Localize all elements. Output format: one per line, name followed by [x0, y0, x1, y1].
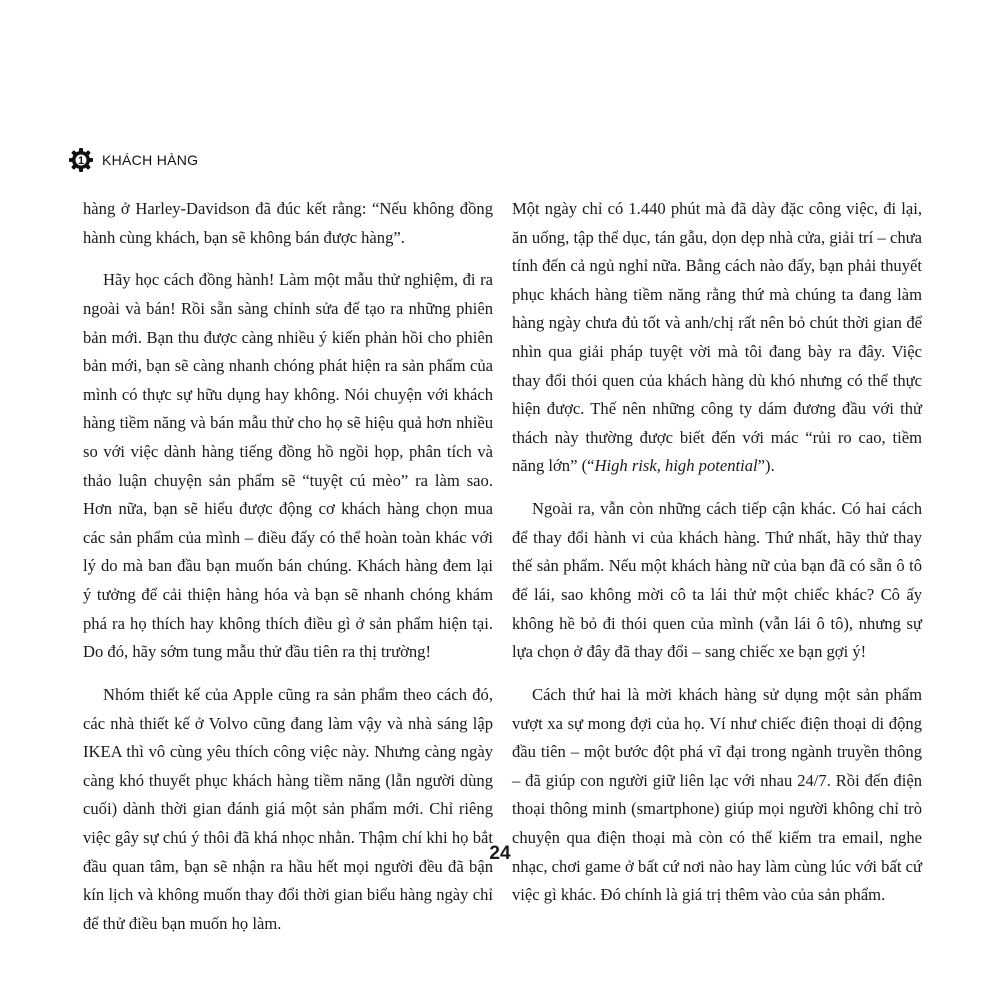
right-column	[512, 195, 922, 924]
paragraph: Hãy học cách đồng hành! Làm một mẫu thử nghiệm, đi ra ngoài và bán! Rồi sẵn sàng chỉnh sửa để tạo ra những phiên bản mới. Bạn thu được càng nhiều ý kiến phản hồi cho phiên bản mới, bạn sẽ càng nhanh chóng phát hiện ra sản phẩm của mình có thực sự hữu dụng hay không. Nói chuyện với khách hàng tiềm năng và bán mẫu thử cho họ sẽ hiệu quả hơn nhiều so với việc dành hàng tiếng đồng hồ ngồi họp, phân tích và thảo luận chuyện sản phẩm sẽ “tuyệt cú mèo” ra làm sao. Hơn nữa, bạn sẽ hiểu được động cơ khách hàng chọn mua các sản phẩm của mình – điều đấy có thể hoàn toàn khác với lý do mà ban đầu bạn muốn bán chúng. Khách hàng đem lại ý tưởng để cải thiện hàng hóa và bạn sẽ nhanh chóng khám phá ra họ thích hay không thích điều gì ở sản phẩm hiện tại. Do đó, hãy sớm tung mẫu thử đầu tiên ra thị trường!	[83, 270, 493, 662]
chapter-title: KHÁCH HÀNG	[102, 152, 199, 168]
paragraph-text: ”).	[757, 456, 775, 476]
left-column	[83, 195, 493, 953]
paragraph: hàng ở Harley-Davidson đã đúc kết rằng: “Nếu không đồng hành cùng khách, bạn sẽ không bán được hàng”.	[83, 199, 493, 247]
paragraph	[512, 195, 922, 481]
gear-badge-icon	[68, 147, 94, 173]
paragraph-text: Một ngày chỉ có 1.440 phút mà đã dày đặc công việc, đi lại, ăn uống, tập thể dục, tán gẫu, dọn dẹp nhà cửa, giải trí – chưa tính đến cả ngủ nghỉ nữa. Bằng cách nào đấy, bạn phải thuyết phục khách hàng tiềm năng rằng thứ mà chúng ta đang làm hàng ngày chưa đủ tốt và anh/chị rất nên bỏ chút thời gian để nhìn qua giải pháp tuyệt vời mà tôi đang bày ra đây. Việc thay đổi thói quen của khách hàng dù khó nhưng có thể thực hiện được. Thế nên những công ty dám đương đầu với thử thách này thường được biết đến với mác “rủi ro cao, tiềm năng lớn” (“	[512, 199, 922, 476]
chapter-number: 1	[77, 155, 85, 168]
paragraph: Nhóm thiết kế của Apple cũng ra sản phẩm theo cách đó, các nhà thiết kế ở Volvo cũng đang làm vậy và nhà sáng lập IKEA thì vô cùng yêu thích công việc này. Nhưng càng ngày càng khó thuyết phục khách hàng tiềm năng (lẫn người dùng cuối) dành thời gian đánh giá một sản phẩm mới. Chỉ riêng việc gây sự chú ý thôi đã khá nhọc nhằn. Thậm chí khi họ bắt đầu quan tâm, bạn sẽ nhận ra hầu hết mọi người đều đã bận kín lịch và không muốn thay đổi thời gian biểu hàng ngày chỉ để thử điều bạn muốn họ làm.	[83, 685, 493, 933]
page-number: 24	[489, 843, 511, 864]
paragraph: Cách thứ hai là mời khách hàng sử dụng một sản phẩm vượt xa sự mong đợi của họ. Ví như chiếc điện thoại di động đầu tiên – một bước đột phá vĩ đại trong ngành truyền thông – đã giúp con người giữ liên lạc với nhau 24/7. Rồi đến điện thoại thông minh (smartphone) giúp mọi người không chỉ trò chuyện qua điện thoại mà còn có thể kiểm tra email, nghe nhạc, chơi game ở bất cứ nơi nào hay làm cùng lúc với bất cứ việc gì khác. Đó chính là giá trị thêm vào của sản phẩm.	[512, 685, 922, 905]
chapter-header	[68, 147, 198, 173]
italic-phrase: High risk, high potential	[594, 456, 758, 476]
paragraph: Ngoài ra, vẫn còn những cách tiếp cận khác. Có hai cách để thay đổi hành vi của khách hàng. Thứ nhất, hãy thử thay thế sản phẩm. Nếu một khách hàng nữ của bạn đã có sẵn ô tô để lái, sao không mời cô ta lái thử một chiếc khác? Cô ấy không hề bỏ đi thói quen của mình (vẫn lái ô tô), nhưng sự lựa chọn ở đây đã thay đổi – sang chiếc xe bạn gợi ý!	[512, 499, 922, 662]
